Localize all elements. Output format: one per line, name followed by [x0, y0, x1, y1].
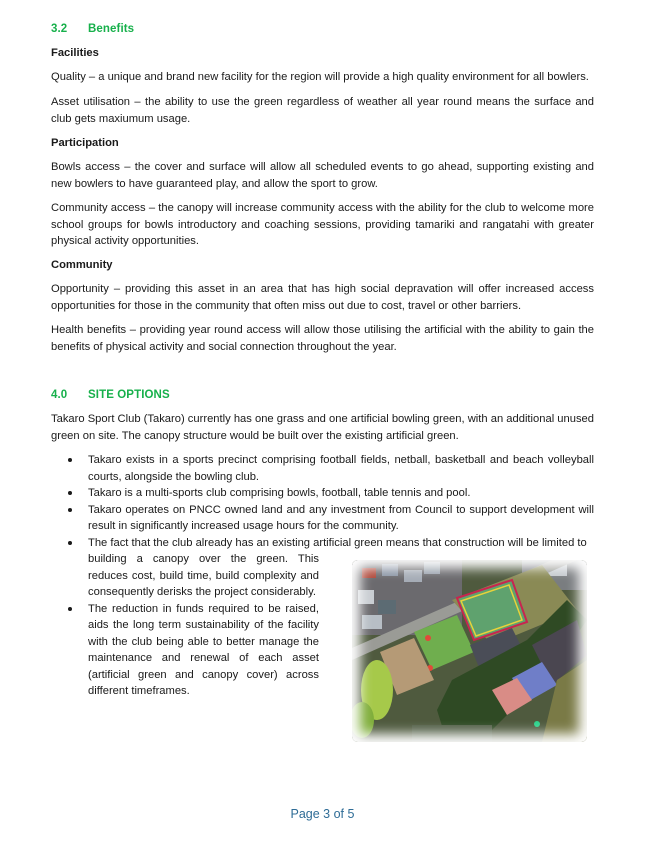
- paragraph-quality: Quality – a unique and brand new facility for the region will provide a high quality environment for all bowlers.: [51, 71, 589, 83]
- list-item: Takaro is a multi-sports club comprising bowls, football, table tennis and pool.: [51, 485, 594, 502]
- subheading-participation: Participation: [51, 137, 119, 149]
- section-heading-benefits: [51, 21, 134, 38]
- list-item: The reduction in funds required to be raised, aids the long term sustainability of the facility with the club being able to better manage the maintenance and renewal of each asset (artificial green and canopy cover) across different timeframes.: [51, 601, 319, 700]
- list-item: Takaro operates on PNCC owned land and any investment from Council to support development will result in significantly increased usage hours for the community.: [51, 502, 594, 535]
- subheading-community: Community: [51, 259, 113, 271]
- section-number: 3.2: [51, 23, 68, 35]
- list-item-continuation: building a canopy over the green. This reduces cost, build time, build complexity and consequently derisks the project considerably.: [88, 553, 319, 598]
- aerial-site-map: [352, 560, 587, 742]
- section-number: 4.0: [51, 389, 68, 401]
- paragraph-health-benefits: Health benefits – providing year round access will allow those utilising the artificial with the ability to gain the benefits of physical activity and social connection throughout the year.: [51, 324, 594, 353]
- paragraph-asset-utilisation: Asset utilisation – the ability to use the green regardless of weather all year round means the surface and club gets maxiumum usage.: [51, 96, 594, 125]
- bullet-icon: [68, 508, 72, 512]
- section-title: Benefits: [88, 23, 135, 35]
- section-heading-site-options: [51, 387, 170, 404]
- site-options-bullet-list: [51, 452, 594, 551]
- bullet-icon: [68, 607, 72, 611]
- bullet-icon: [68, 541, 72, 545]
- list-item: The fact that the club already has an existing artificial green means that construction will be limited to: [51, 535, 594, 552]
- paragraph-site-intro: Takaro Sport Club (Takaro) currently has one grass and one artificial bowling green, with an additional unused green on site. The canopy structure would be built over the existing artificial green.: [51, 413, 594, 442]
- page-number-footer: Page 3 of 5: [290, 807, 355, 821]
- aerial-map-illustration: [352, 560, 587, 742]
- subheading-facilities: Facilities: [51, 47, 99, 59]
- paragraph-opportunity: Opportunity – providing this asset in an area that has high social depravation will offer increased access opportunities for those in the community that often miss out due to cost, travel or other barriers.: [51, 283, 594, 312]
- section-title: SITE OPTIONS: [88, 389, 170, 401]
- paragraph-community-access: Community access – the canopy will increase community access with the ability for the club to welcome more school groups for bowls introductory and coaching sessions, providing tamariki and rangatahi with greater physical activity opportunities.: [51, 202, 594, 247]
- list-item: Takaro exists in a sports precinct comprising football fields, netball, basketball and beach volleyball courts, alongside the bowling club.: [51, 452, 594, 485]
- bullet-icon: [68, 491, 72, 495]
- paragraph-bowls-access: Bowls access – the cover and surface will allow all scheduled events to go ahead, supporting existing and new bowlers to have guaranteed play, and allow the sport to grow.: [51, 161, 594, 190]
- site-options-bullet-list-continued: [51, 551, 319, 700]
- bullet-icon: [68, 458, 72, 462]
